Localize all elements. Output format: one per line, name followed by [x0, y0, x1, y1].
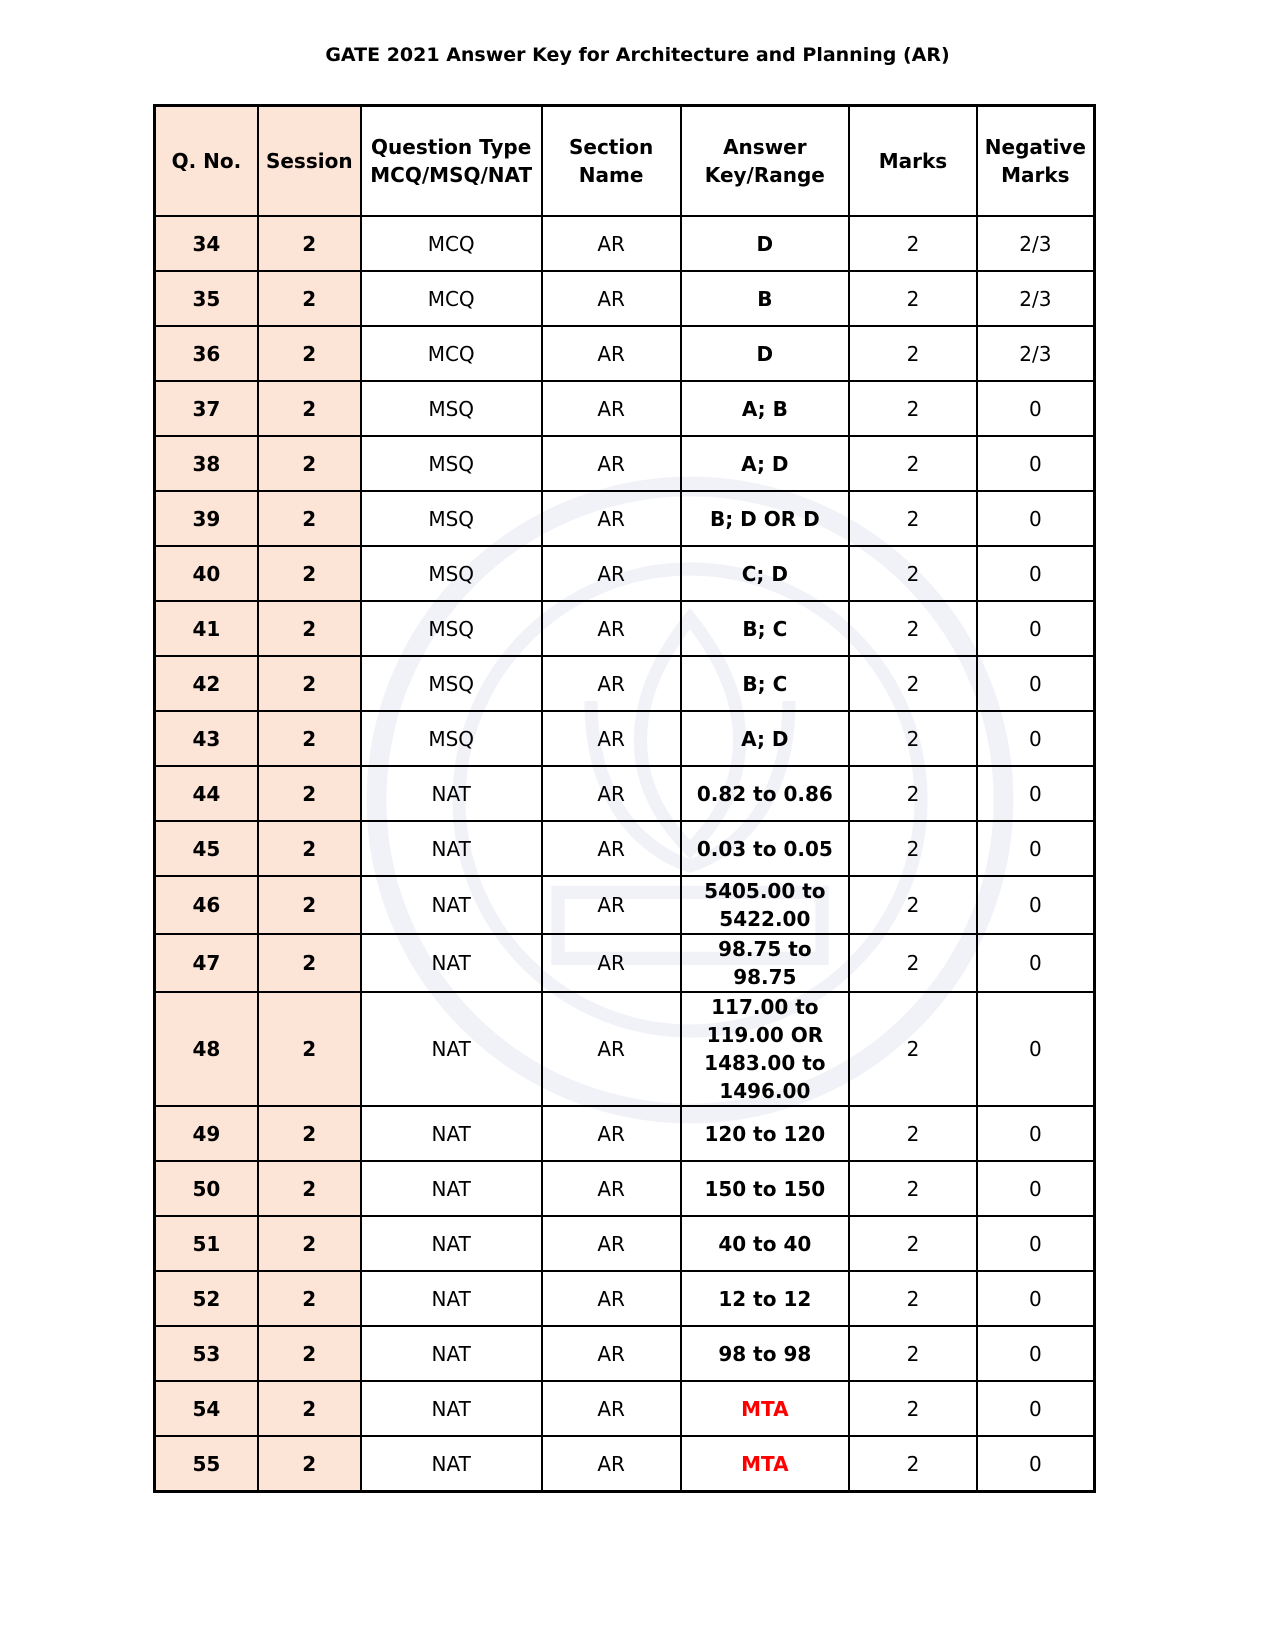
- document-title: GATE 2021 Answer Key for Architecture and Planning (AR): [325, 44, 950, 66]
- cell-marks: 2: [849, 992, 977, 1106]
- cell-qno: 48: [155, 992, 258, 1106]
- answer-line: 12 to 12: [718, 1286, 812, 1311]
- cell-session: 2: [258, 1271, 361, 1326]
- cell-qno: 49: [155, 1106, 258, 1161]
- cell-negative-marks: 0: [977, 992, 1095, 1106]
- cell-qno: 35: [155, 271, 258, 326]
- cell-answer-key: [681, 491, 850, 546]
- cell-session: 2: [258, 1216, 361, 1271]
- cell-section-name: AR: [542, 381, 681, 436]
- cell-section-name: AR: [542, 491, 681, 546]
- answer-line: B; D OR D: [709, 506, 820, 531]
- cell-session: 2: [258, 381, 361, 436]
- header-section-line2: Name: [578, 163, 644, 187]
- cell-question-type: NAT: [361, 992, 542, 1106]
- cell-marks: 2: [849, 491, 977, 546]
- header-section-line1: Section: [568, 135, 654, 159]
- cell-negative-marks: 0: [977, 1271, 1095, 1326]
- table-row: [155, 546, 1095, 601]
- cell-section-name: AR: [542, 876, 681, 934]
- cell-negative-marks: 0: [977, 1161, 1095, 1216]
- cell-question-type: MSQ: [361, 546, 542, 601]
- cell-answer-key: [681, 1106, 850, 1161]
- cell-negative-marks: 0: [977, 656, 1095, 711]
- table-row: [155, 491, 1095, 546]
- cell-negative-marks: 0: [977, 491, 1095, 546]
- cell-marks: 2: [849, 934, 977, 992]
- header-question-type-line1: Question Type: [371, 135, 532, 159]
- cell-answer-key: [681, 656, 850, 711]
- cell-session: 2: [258, 1106, 361, 1161]
- header-qno: Q. No.: [155, 106, 258, 217]
- cell-question-type: NAT: [361, 1436, 542, 1492]
- answer-line: C; D: [741, 561, 788, 586]
- cell-section-name: AR: [542, 601, 681, 656]
- cell-negative-marks: 0: [977, 601, 1095, 656]
- table-row: [155, 326, 1095, 381]
- answer-line: A; D: [741, 726, 789, 751]
- cell-answer-key: [681, 381, 850, 436]
- cell-answer-key: [681, 992, 850, 1106]
- header-session: Session: [258, 106, 361, 217]
- cell-session: 2: [258, 821, 361, 876]
- cell-session: 2: [258, 934, 361, 992]
- cell-section-name: AR: [542, 711, 681, 766]
- header-marks: Marks: [849, 106, 977, 217]
- cell-section-name: AR: [542, 1436, 681, 1492]
- cell-marks: 2: [849, 436, 977, 491]
- header-section-name: [542, 106, 681, 217]
- cell-negative-marks: 0: [977, 381, 1095, 436]
- cell-answer-key: [681, 1271, 850, 1326]
- table-row: [155, 1216, 1095, 1271]
- answer-line: B: [757, 286, 773, 311]
- cell-section-name: AR: [542, 934, 681, 992]
- cell-session: 2: [258, 491, 361, 546]
- cell-answer-key: [681, 1381, 850, 1436]
- cell-session: 2: [258, 1161, 361, 1216]
- cell-answer-key: [681, 1436, 850, 1492]
- cell-question-type: NAT: [361, 821, 542, 876]
- table-row: [155, 934, 1095, 992]
- cell-qno: 47: [155, 934, 258, 992]
- cell-session: 2: [258, 1326, 361, 1381]
- cell-negative-marks: 0: [977, 711, 1095, 766]
- cell-question-type: NAT: [361, 1381, 542, 1436]
- cell-section-name: AR: [542, 1106, 681, 1161]
- cell-marks: 2: [849, 601, 977, 656]
- cell-qno: 41: [155, 601, 258, 656]
- cell-question-type: NAT: [361, 876, 542, 934]
- cell-question-type: MCQ: [361, 326, 542, 381]
- cell-session: 2: [258, 546, 361, 601]
- cell-marks: 2: [849, 1436, 977, 1492]
- cell-qno: 46: [155, 876, 258, 934]
- cell-negative-marks: 0: [977, 934, 1095, 992]
- cell-answer-key: [681, 934, 850, 992]
- cell-question-type: NAT: [361, 934, 542, 992]
- answer-rows: [155, 216, 1095, 1492]
- cell-session: 2: [258, 271, 361, 326]
- cell-negative-marks: 0: [977, 1381, 1095, 1436]
- cell-question-type: NAT: [361, 1216, 542, 1271]
- cell-answer-key: [681, 1161, 850, 1216]
- cell-answer-key: [681, 216, 850, 271]
- cell-session: 2: [258, 1381, 361, 1436]
- cell-answer-key: [681, 326, 850, 381]
- cell-qno: 54: [155, 1381, 258, 1436]
- cell-section-name: AR: [542, 216, 681, 271]
- cell-session: 2: [258, 876, 361, 934]
- table-row: [155, 1326, 1095, 1381]
- cell-session: 2: [258, 436, 361, 491]
- cell-qno: 52: [155, 1271, 258, 1326]
- answer-line: 0.03 to 0.05: [696, 836, 833, 861]
- header-row: [155, 106, 1095, 217]
- cell-negative-marks: 2/3: [977, 216, 1095, 271]
- table-row: [155, 216, 1095, 271]
- cell-question-type: MSQ: [361, 491, 542, 546]
- cell-marks: 2: [849, 216, 977, 271]
- cell-negative-marks: 0: [977, 1106, 1095, 1161]
- table-row: [155, 1106, 1095, 1161]
- answer-line: MTA: [741, 1451, 789, 1476]
- cell-negative-marks: 0: [977, 766, 1095, 821]
- cell-qno: 37: [155, 381, 258, 436]
- cell-qno: 51: [155, 1216, 258, 1271]
- cell-session: 2: [258, 766, 361, 821]
- answer-line: D: [756, 231, 774, 256]
- cell-session: 2: [258, 326, 361, 381]
- cell-session: 2: [258, 601, 361, 656]
- cell-marks: 2: [849, 656, 977, 711]
- table-row: [155, 992, 1095, 1106]
- cell-marks: 2: [849, 546, 977, 601]
- table-row: [155, 656, 1095, 711]
- cell-section-name: AR: [542, 1216, 681, 1271]
- answer-key-table: [153, 104, 1096, 1493]
- cell-question-type: MCQ: [361, 216, 542, 271]
- answer-line: 0.82 to 0.86: [696, 781, 833, 806]
- cell-section-name: AR: [542, 1381, 681, 1436]
- cell-section-name: AR: [542, 271, 681, 326]
- cell-question-type: NAT: [361, 1161, 542, 1216]
- cell-qno: 50: [155, 1161, 258, 1216]
- cell-section-name: AR: [542, 1161, 681, 1216]
- cell-marks: 2: [849, 1271, 977, 1326]
- table-row: [155, 381, 1095, 436]
- answer-line: 40 to 40: [718, 1231, 812, 1256]
- answer-line: MTA: [741, 1396, 789, 1421]
- cell-question-type: NAT: [361, 1271, 542, 1326]
- table-row: [155, 271, 1095, 326]
- answer-line: 98.75 to 98.75: [718, 937, 812, 989]
- table-row: [155, 766, 1095, 821]
- answer-line: B; C: [742, 671, 788, 696]
- cell-section-name: AR: [542, 546, 681, 601]
- cell-session: 2: [258, 1436, 361, 1492]
- cell-marks: 2: [849, 326, 977, 381]
- answer-line: 5422.00: [719, 907, 811, 931]
- table-row: [155, 711, 1095, 766]
- cell-section-name: AR: [542, 821, 681, 876]
- cell-section-name: AR: [542, 992, 681, 1106]
- cell-qno: 53: [155, 1326, 258, 1381]
- table-row: [155, 1436, 1095, 1492]
- answer-line: 119.00 OR: [706, 1023, 824, 1047]
- cell-negative-marks: 0: [977, 1436, 1095, 1492]
- table-row: [155, 1161, 1095, 1216]
- cell-marks: 2: [849, 1106, 977, 1161]
- cell-question-type: MSQ: [361, 711, 542, 766]
- cell-qno: 39: [155, 491, 258, 546]
- cell-qno: 34: [155, 216, 258, 271]
- answer-line: D: [756, 341, 774, 366]
- cell-marks: 2: [849, 766, 977, 821]
- answer-line: 98 to 98: [718, 1341, 812, 1366]
- answer-line: 150 to 150: [704, 1176, 826, 1201]
- cell-question-type: MSQ: [361, 601, 542, 656]
- cell-negative-marks: 2/3: [977, 326, 1095, 381]
- cell-section-name: AR: [542, 656, 681, 711]
- cell-answer-key: [681, 1326, 850, 1381]
- header-answer-line2: Key/Range: [704, 163, 825, 187]
- cell-negative-marks: 0: [977, 1326, 1095, 1381]
- answer-line: 5405.00 to: [704, 879, 826, 903]
- header-answer-key: [681, 106, 850, 217]
- cell-answer-key: [681, 436, 850, 491]
- cell-qno: 38: [155, 436, 258, 491]
- answer-line: A; D: [741, 451, 789, 476]
- cell-answer-key: [681, 601, 850, 656]
- cell-marks: 2: [849, 271, 977, 326]
- cell-marks: 2: [849, 821, 977, 876]
- header-negative-marks: [977, 106, 1095, 217]
- cell-qno: 40: [155, 546, 258, 601]
- cell-session: 2: [258, 216, 361, 271]
- cell-answer-key: [681, 546, 850, 601]
- cell-answer-key: [681, 1216, 850, 1271]
- cell-answer-key: [681, 711, 850, 766]
- cell-negative-marks: 0: [977, 821, 1095, 876]
- cell-negative-marks: 0: [977, 546, 1095, 601]
- cell-marks: 2: [849, 711, 977, 766]
- cell-session: 2: [258, 992, 361, 1106]
- cell-negative-marks: 2/3: [977, 271, 1095, 326]
- cell-marks: 2: [849, 1326, 977, 1381]
- cell-marks: 2: [849, 1381, 977, 1436]
- cell-session: 2: [258, 711, 361, 766]
- cell-section-name: AR: [542, 766, 681, 821]
- cell-answer-key: [681, 766, 850, 821]
- table-row: [155, 436, 1095, 491]
- cell-negative-marks: 0: [977, 1216, 1095, 1271]
- header-negative-line1: Negative: [984, 135, 1086, 159]
- answer-line: 117.00 to: [711, 995, 819, 1019]
- answer-line: 1483.00 to: [704, 1051, 826, 1075]
- cell-question-type: MSQ: [361, 436, 542, 491]
- answer-line: 1496.00: [719, 1079, 811, 1103]
- cell-question-type: MSQ: [361, 656, 542, 711]
- cell-qno: 43: [155, 711, 258, 766]
- cell-question-type: NAT: [361, 766, 542, 821]
- cell-answer-key: [681, 876, 850, 934]
- cell-qno: 45: [155, 821, 258, 876]
- header-answer-line1: Answer: [723, 135, 807, 159]
- cell-marks: 2: [849, 381, 977, 436]
- cell-answer-key: [681, 271, 850, 326]
- cell-session: 2: [258, 656, 361, 711]
- cell-section-name: AR: [542, 1271, 681, 1326]
- cell-answer-key: [681, 821, 850, 876]
- cell-question-type: MSQ: [361, 381, 542, 436]
- table-row: [155, 876, 1095, 934]
- header-negative-line2: Marks: [1001, 163, 1070, 187]
- cell-question-type: NAT: [361, 1106, 542, 1161]
- cell-section-name: AR: [542, 326, 681, 381]
- cell-question-type: NAT: [361, 1326, 542, 1381]
- table-row: [155, 1381, 1095, 1436]
- cell-qno: 36: [155, 326, 258, 381]
- table-row: [155, 601, 1095, 656]
- cell-qno: 55: [155, 1436, 258, 1492]
- cell-negative-marks: 0: [977, 876, 1095, 934]
- cell-qno: 42: [155, 656, 258, 711]
- cell-marks: 2: [849, 876, 977, 934]
- cell-question-type: MCQ: [361, 271, 542, 326]
- header-question-type-line2: MCQ/MSQ/NAT: [370, 163, 533, 187]
- table-row: [155, 1271, 1095, 1326]
- answer-line: A; B: [741, 396, 788, 421]
- answer-line: 120 to 120: [704, 1121, 826, 1146]
- cell-marks: 2: [849, 1216, 977, 1271]
- table-row: [155, 821, 1095, 876]
- cell-section-name: AR: [542, 1326, 681, 1381]
- cell-qno: 44: [155, 766, 258, 821]
- cell-section-name: AR: [542, 436, 681, 491]
- cell-negative-marks: 0: [977, 436, 1095, 491]
- answer-line: B; C: [742, 616, 788, 641]
- cell-marks: 2: [849, 1161, 977, 1216]
- header-question-type: [361, 106, 542, 217]
